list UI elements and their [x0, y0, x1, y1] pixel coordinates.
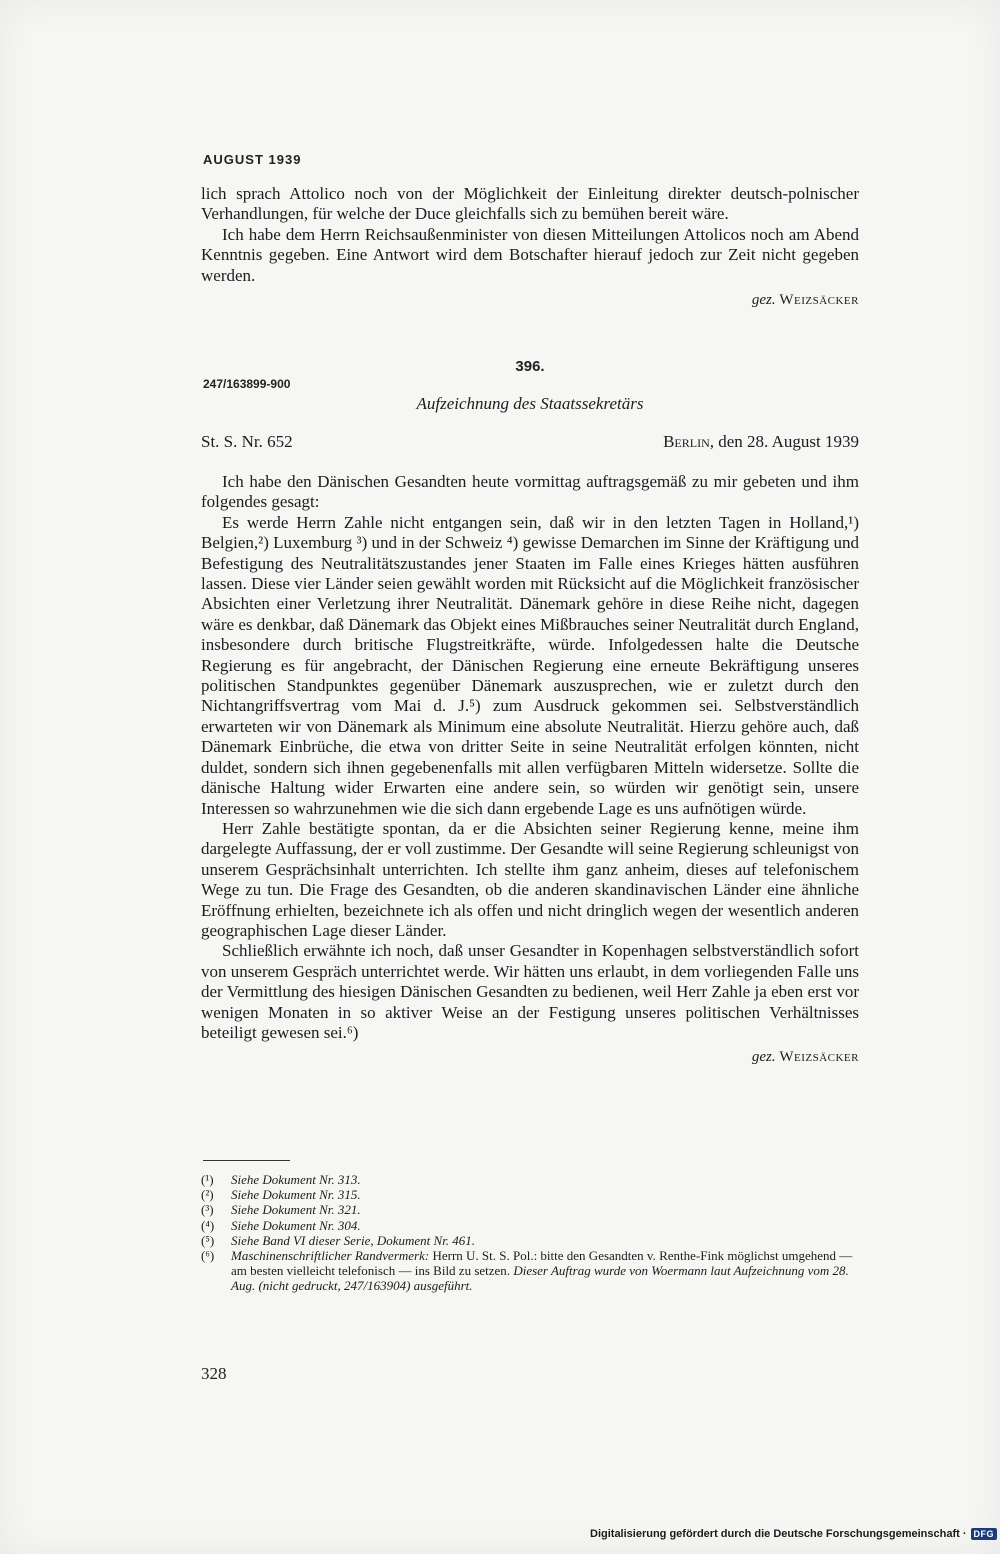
digitization-credit	[590, 1528, 997, 1540]
document-title: Aufzeichnung des Staatssekretärs	[416, 394, 644, 413]
footnote-mark: (¹)	[201, 1172, 214, 1187]
footnote-text: Siehe Dokument Nr. 313.	[231, 1172, 361, 1187]
signature-name: Weizsäcker	[779, 1049, 859, 1066]
place-and-date	[663, 432, 859, 452]
footnote	[201, 1248, 861, 1294]
document-body	[201, 472, 859, 1066]
footnote-body: Herrn U. St. S. Pol.: bitte den Gesandten v. Renthe-Fink möglichst umgehend — am besten vielleicht telefonisch — ins Bild zu setzen.	[231, 1248, 853, 1279]
footnotes	[201, 1172, 861, 1294]
body-paragraph: Herr Zahle bestätigte spontan, da er die Absichten seiner Regierung kenne, meine ihm dargelegte Auffassung, der er voll zustimme. Der Gesandte will seine Regierung schleunigst von unserem Gesprächsinhalt unterrichten. Ich stellte ihm ganz anheim, dieses auf telefonischem Wege zu tun. Die Frage des Gesandten, ob die anderen skandinavischen Länder eine ähnliche Eröffnung erhielten, bezeichnete ich als offen und nicht dringlich wegen der wesentlich anderen geographischen Lage dieser Länder.	[201, 818, 859, 940]
footnote-text	[231, 1248, 861, 1294]
footnote-rule	[203, 1160, 290, 1161]
footnote-tail: Dieser Auftrag wurde von Woermann laut Aufzeichnung vom 28. Aug. (nicht gedruckt, 247/163904) ausgeführt.	[231, 1263, 849, 1294]
footnote-mark: (⁵)	[201, 1232, 215, 1248]
continuation-paragraph: lich sprach Attolico noch von der Möglichkeit der Einleitung direkter deutsch-polnischer Verhandlungen, für welche der Duce gleichfalls sich zu bemühen bereit wäre.	[201, 184, 859, 224]
continuation-paragraph: Ich habe dem Herrn Reichsaußenminister von diesen Mitteilungen Attolicos noch am Abend Kenntnis gegeben. Eine Antwort wird dem Botschafter hierauf jedoch zur Zeit nicht gegeben werden.	[201, 224, 859, 285]
credit-text: Digitalisierung gefördert durch die Deutsche Forschungsgemeinschaft ·	[590, 1528, 967, 1540]
footnote-mark: (³)	[201, 1202, 214, 1218]
footnote-mark: (⁶)	[201, 1248, 215, 1264]
file-reference: 247/163899-900	[203, 377, 291, 391]
footnote-text: Siehe Dokument Nr. 304.	[231, 1217, 361, 1233]
city: Berlin,	[663, 432, 715, 451]
footnote	[201, 1202, 861, 1217]
signature	[201, 1049, 859, 1066]
dfg-logo: DFG	[971, 1528, 998, 1540]
page-number: 328	[201, 1364, 227, 1383]
signature-gez: gez.	[751, 292, 776, 309]
footnote	[201, 1218, 861, 1233]
footnote-lead: Maschinenschriftlicher Randvermerk:	[231, 1248, 430, 1264]
footnote	[201, 1187, 861, 1202]
reference-number: St. S. Nr. 652	[201, 432, 293, 451]
footnote-mark: (²)	[201, 1187, 214, 1203]
footnote-text: Siehe Dokument Nr. 315.	[231, 1187, 361, 1203]
reference-line	[201, 432, 859, 452]
document-header	[201, 0, 859, 470]
signature-gez: gez.	[751, 1049, 776, 1066]
signature-name: Weizsäcker	[779, 292, 859, 309]
footnote-mark: (⁴)	[201, 1217, 215, 1233]
footnote	[201, 1172, 861, 1187]
footnote-text: Siehe Dokument Nr. 321.	[231, 1202, 361, 1218]
document-number: 396.	[515, 358, 545, 375]
body-paragraph: Ich habe den Dänischen Gesandten heute vormittag auftragsgemäß zu mir gebeten und ihm folgendes gesagt:	[201, 472, 859, 512]
body-paragraph: Es werde Herrn Zahle nicht entgangen sein, daß wir in den letzten Tagen in Holland,¹) Belgien,²) Luxemburg ³) und in der Schweiz ⁴) gewisse Demarchen im Sinne der Kräftigung und Befestigung des Neutralitätszustandes jener Staaten im Falle eines Krieges hätten ausführen lassen. Diese vier Länder seien gewählt worden mit Rücksicht auf die Möglichkeit französischer Absichten einer Verletzung ihrer Neutralität. Dänemark gehöre in diese Reihe nicht, dagegen wäre es denkbar, daß Dänemark das Objekt eines Mißbrauches seiner Neutralität durch England, insbesondere durch britische Flugstreitkräfte, würde. Infolgedessen halte die Deutsche Regierung es für angebracht, der Dänischen Regierung eine erneute Bekräftigung unseres politischen Standpunktes gegenüber Dänemark auszusprechen, wie er zuletzt durch den Nichtangriffsvertrag vom Mai d. J.⁵) zum Ausdruck gekommen sei. Selbstverständlich erwarteten wir von Dänemark als Minimum eine absolute Neutralität. Hierzu gehöre auch, daß Dänemark Einbrüche, die etwa von dritter Seite in seine Neutralität erfolgen könnten, nicht duldet, sondern sich ihnen gegebenenfalls mit allen verfügbaren Mitteln widersetze. Sollte die dänische Haltung wider Erwarten eine andere sein, so würden wir genötigt sein, unsere Interessen so wahrzunehmen wie die sich dann ergebende Lage es uns aufnötigen würde.	[201, 512, 859, 818]
body-paragraph: Schließlich erwähnte ich noch, daß unser Gesandter in Kopenhagen selbstverständlich sofort von unserem Gespräch unterrichtet werde. Wir hätten uns erlaubt, in dem vorliegenden Falle uns der Vermittlung des hiesigen Dänischen Gesandten zu bedienen, weil Herr Zahle ja eben erst vor wenigen Monaten in so aktiver Weise an der Festigung unseres politischen Verhältnisses beteiligt gewesen sei.⁶)	[201, 941, 859, 1042]
footnote	[201, 1233, 861, 1248]
running-head: AUGUST 1939	[203, 152, 302, 167]
footnote-text: Siehe Band VI dieser Serie, Dokument Nr. 461.	[231, 1232, 476, 1248]
date: den 28. August 1939	[718, 432, 859, 451]
